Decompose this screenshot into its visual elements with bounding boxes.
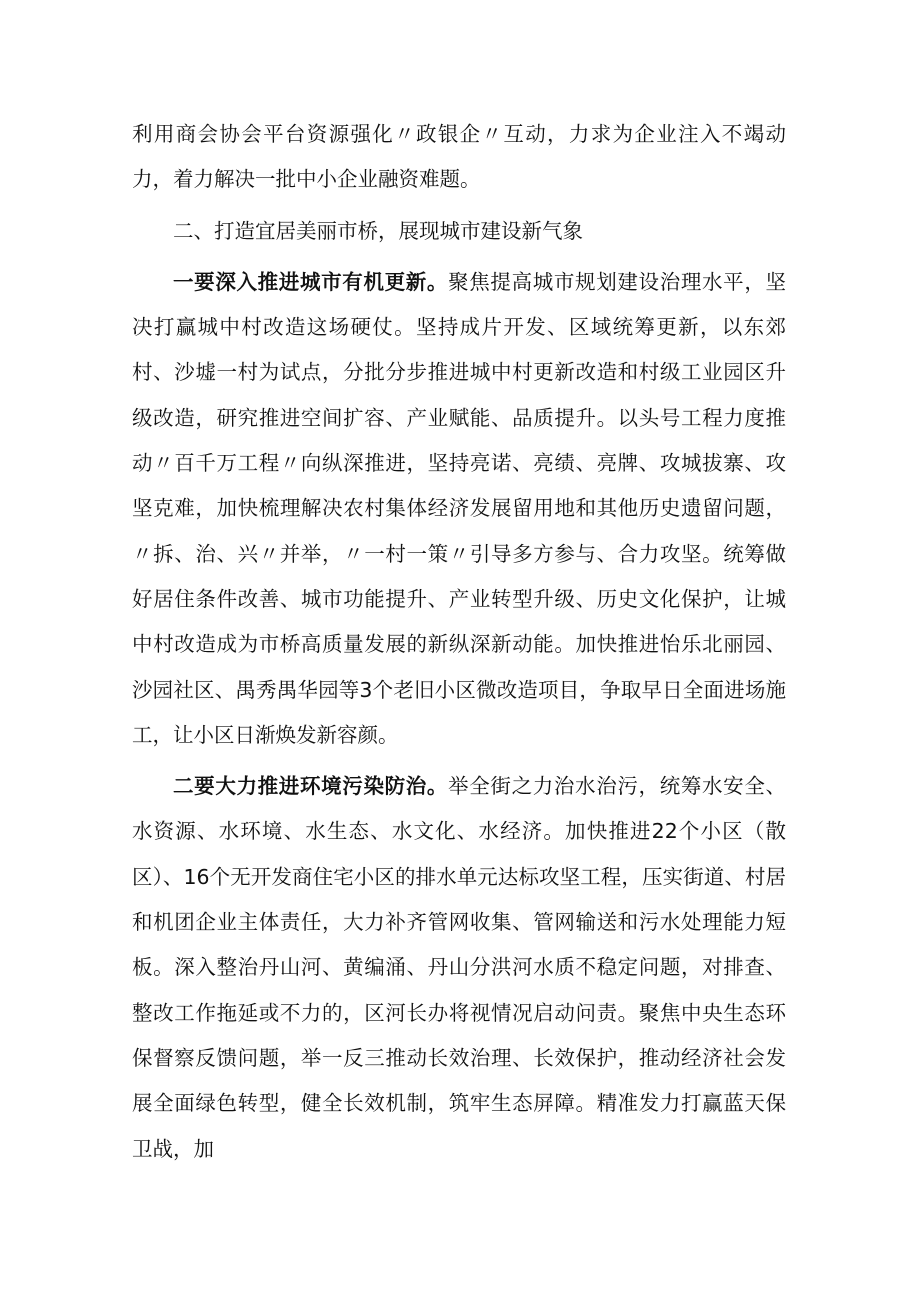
document-body <box>132 112 786 1172</box>
paragraph-lead-urban-renewal: 一要深入推进城市有机更新。 <box>173 269 449 294</box>
section-heading: 二、打造宜居美丽市桥，展现城市建设新气象 <box>173 218 583 243</box>
paragraph-body-urban-renewal: 聚焦提高城市规划建设治理水平，坚决打赢城中村改造这场硬仗。坚持成片开发、区域统筹更新，以东郊村、沙墟一村为试点，分批分步推进城中村更新改造和村级工业园区升级改造，研究推进空间扩容、产业赋能、品质提升。以头号工程力度推动〃百千万工程〃向纵深推进，坚持亮诺、亮绩、亮牌、攻城拔寨、攻坚克难，加快梳理解决农村集体经济发展留用地和其他历史遗留问题，〃拆、治、兴〃并举，〃一村一策〃引导多方参与、合力攻坚。统筹做好居住条件改善、城市功能提升、产业转型升级、历史文化保护，让城中村改造成为市桥高质量发展的新纵深新动能。加快推进怡乐北丽园、沙园社区、禺秀禺华园等3个老旧小区微改造项目，争取早日全面进场施工，让小区日渐焕发新容颜。 <box>132 269 787 747</box>
paragraph-pollution-control <box>132 764 786 1172</box>
paragraph-lead-pollution-control: 二要大力推进环境污染防治。 <box>173 774 449 799</box>
continuation-paragraph: 利用商会协会平台资源强化〃政银企〃互动，力求为企业注入不竭动力，着力解决一批中小企业融资难题。 <box>132 122 786 192</box>
paragraph-urban-renewal <box>132 260 786 758</box>
paragraph-body-pollution-control: 举全街之力治水治污，统筹水安全、水资源、水环境、水生态、水文化、水经济。加快推进22个小区（散区）、16个无开发商住宅小区的排水单元达标攻坚工程，压实街道、村居和机团企业主体责任，大力补齐管网收集、管网输送和污水处理能力短板。深入整治丹山河、黄编涌、丹山分洪河水质不稳定问题，对排查、整改工作拖延或不力的，区河长办将视情况启动问责。聚焦中央生态环保督察反馈问题，举一反三推动长效治理、长效保护，推动经济社会发展全面绿色转型，健全长效机制，筑牢生态屏障。精准发力打赢蓝天保卫战，加 <box>132 774 787 1161</box>
